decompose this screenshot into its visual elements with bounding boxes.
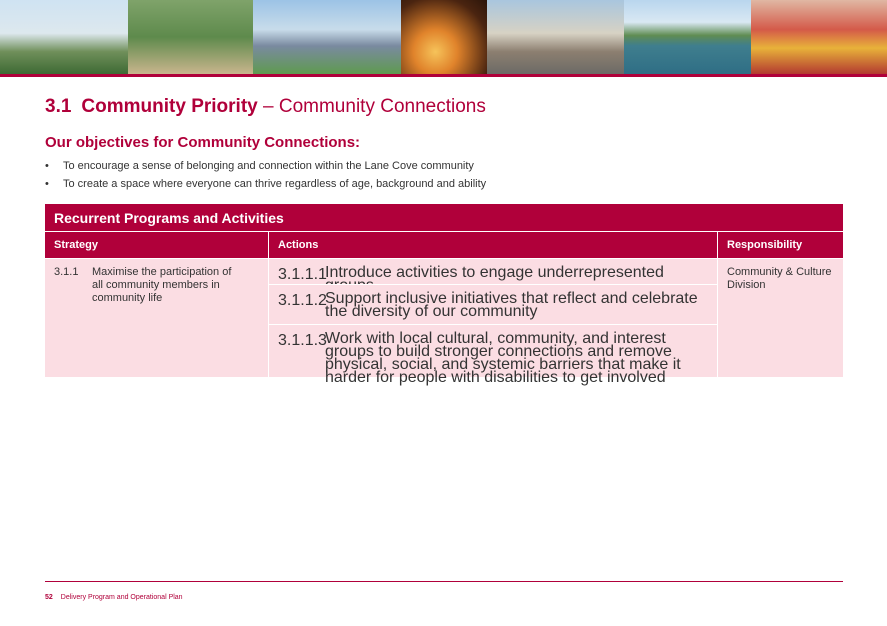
actions-cell [269,259,717,386]
banner-photo-kayaking [624,0,751,74]
footer-divider [45,581,843,582]
bullet-icon: • [45,178,49,190]
action-text: Introduce activities to engage underrepresented [325,264,664,281]
table-title: Recurrent Programs and Activities [45,204,843,231]
objectives-list [45,158,486,194]
action-text: Work with local cultural, community, and interest groups to build stronger connections and remove physical, social, and systemic barriers that make it harder for people with disabilities to get involved [325,330,681,386]
banner-photo-outdoor-exercise [253,0,401,74]
action-code: 3.1.1.3 [278,332,327,349]
banner-photo-dog-agility [128,0,253,74]
strategy-cell [45,259,268,377]
photo-banner [0,0,887,74]
title-rest: – Community Connections [263,96,486,117]
page-number: 52 [45,594,53,601]
banner-photo-lion-dance [751,0,887,74]
table-row [45,259,843,386]
action-item [269,324,717,386]
action-item [269,259,717,284]
section-number: 3.1 [45,96,72,117]
action-item [269,284,717,324]
strategy-code: 3.1.1 [54,266,79,278]
objective-item [45,158,486,176]
action-text: Support inclusive initiatives that reflect and celebrate the diversity of our community [325,290,698,320]
responsibility-cell: Community & Culture Division [718,259,843,377]
column-header-strategy: Strategy [45,232,268,258]
banner-photo-kookaburra [401,0,487,74]
strategy-text: Maximise the participation of all community members in community life [92,266,232,304]
banner-photo-street [487,0,624,74]
page-title [45,96,486,118]
document-title: Delivery Program and Operational Plan [60,594,183,601]
banner-photo-building [0,0,128,74]
action-code: 3.1.1.2 [278,292,327,309]
column-header-actions: Actions [269,232,717,258]
programs-table [45,204,843,386]
bullet-icon: • [45,160,49,172]
page-footer [45,594,183,601]
action-code: 3.1.1.1 [278,266,327,283]
objective-item [45,176,486,194]
table-column-headers [45,232,843,258]
banner-divider [0,74,887,77]
column-header-responsibility: Responsibility [718,232,843,258]
title-bold: Community Priority [81,96,258,117]
objective-text: To create a space where everyone can thrive regardless of age, background and ability [63,178,487,190]
objectives-heading: Our objectives for Community Connections: [45,134,361,151]
objective-text: To encourage a sense of belonging and connection within the Lane Cove community [63,160,474,172]
